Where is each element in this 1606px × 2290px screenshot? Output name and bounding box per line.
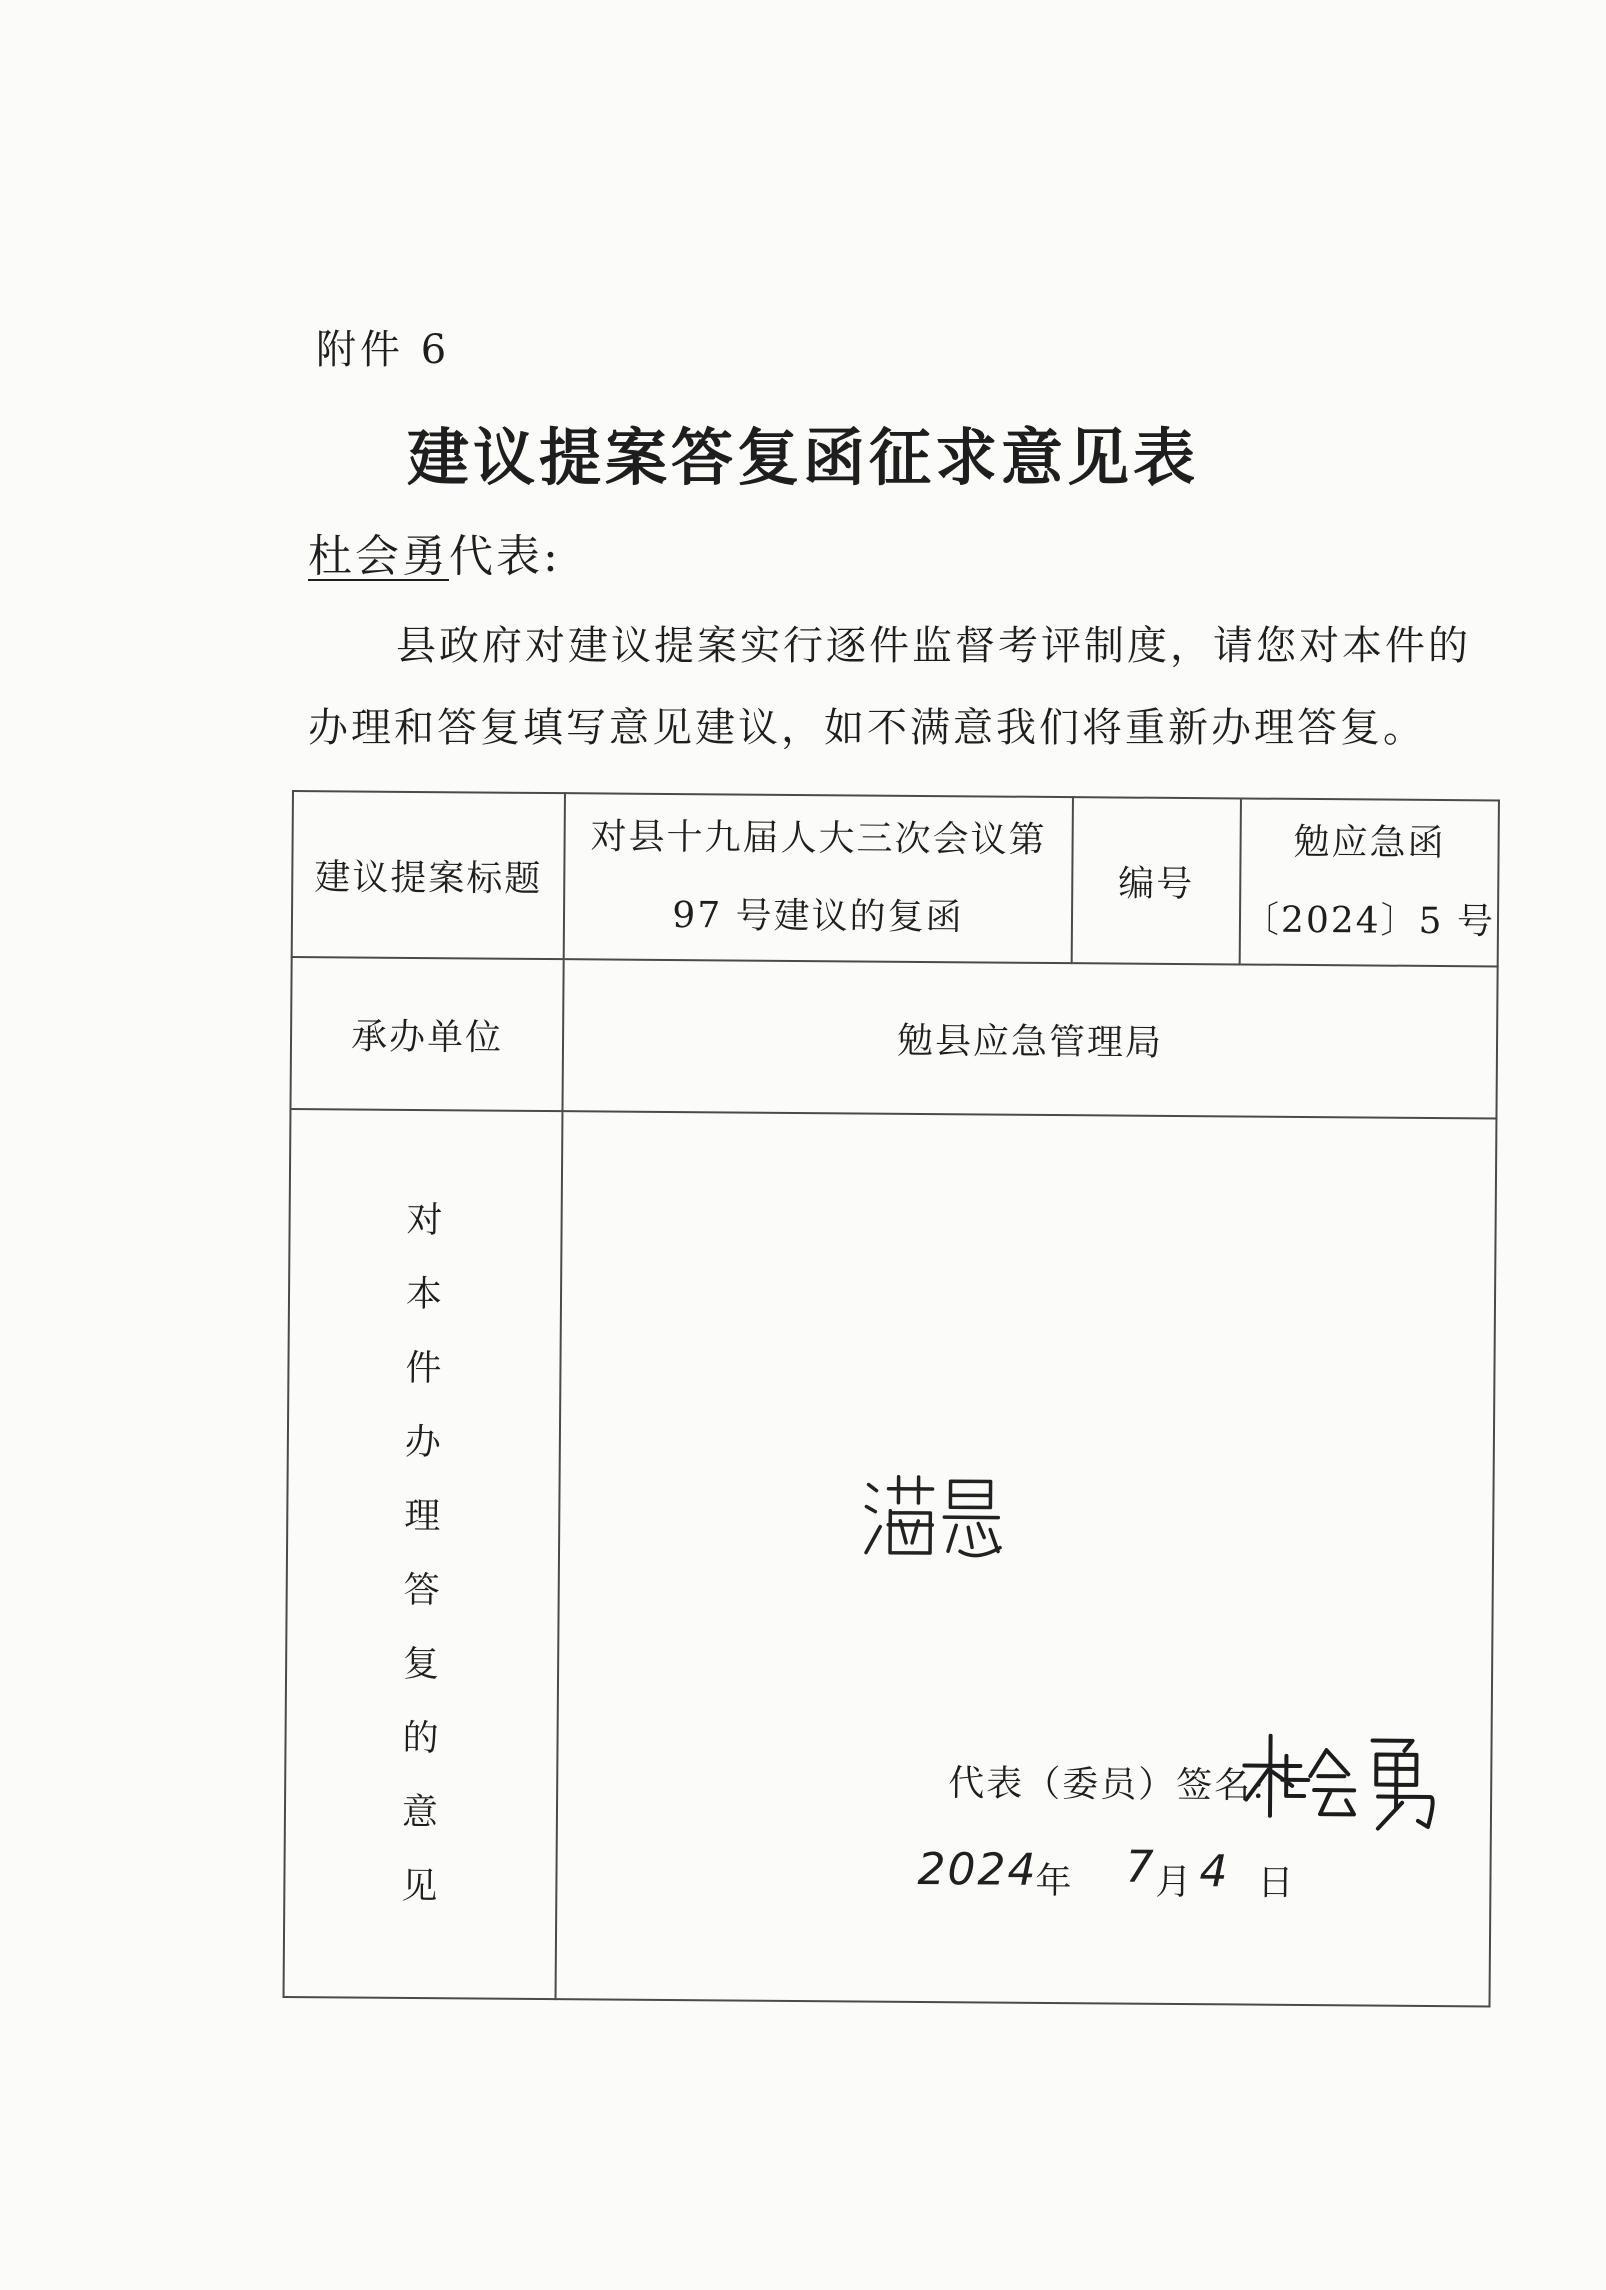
number-value-line1: 勉应急函 [1293,821,1446,865]
unit-row [290,957,1497,1118]
title-value-line1: 对县十九届人大三次会议第 [590,816,1047,861]
salutation [308,520,561,584]
date-month-suffix: 月 [1155,1861,1194,1904]
title-row [292,791,1499,966]
handwritten-opinion [860,1464,1011,1565]
opinion-value-cell [556,1111,1497,2006]
representative-name: 杜会勇 [308,531,449,582]
date-year: 2024 [917,1843,1038,1896]
opinion-label-cell [284,1109,563,1999]
number-value-line2: 〔2024〕5 号 [1242,899,1496,943]
unit-value-cell: 勉县应急管理局 [562,959,1497,1118]
title-label-cell: 建议提案标题 [292,791,565,959]
signature-label: 代表（委员）签名: [948,1763,1267,1807]
date-day-suffix: 日 [1257,1862,1296,1904]
opinion-form-table [283,790,1500,2007]
opinion-row [284,1109,1497,2006]
number-value-cell [1240,798,1499,966]
title-value-line2: 97 号建议的复函 [672,894,964,939]
intro-paragraph: 县政府对建议提案实行逐件监督考评制度，请您对本件的办理和答复填写意见建议，如不满意我们将重新办理答复。 [308,623,1471,751]
date-year-suffix: 年 [1035,1860,1074,1903]
signature-date [917,1840,1338,1923]
date-day: 4 [1199,1846,1230,1898]
salutation-suffix: 代表: [449,531,561,582]
attachment-label: 附件 6 [316,327,451,373]
number-label-cell: 编号 [1072,797,1241,964]
opinion-label: 对本件办理答复的意见 [401,1199,445,1908]
unit-label-cell: 承办单位 [290,957,563,1111]
title-value-cell [564,793,1073,963]
document-title: 建议提案答复函征求意见表 [406,421,1199,494]
handwritten-signature [1238,1725,1449,1837]
date-month: 7 [1125,1841,1156,1893]
